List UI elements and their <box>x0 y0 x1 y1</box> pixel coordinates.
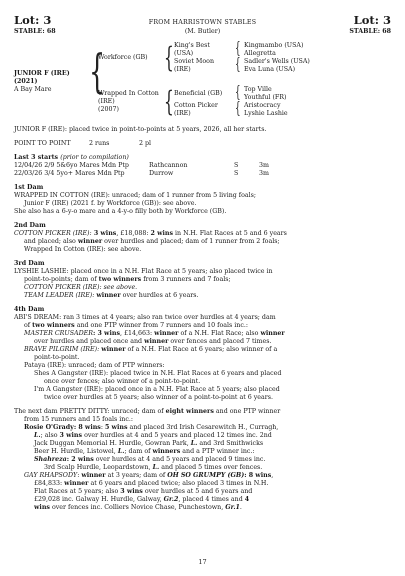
grandsire-7: Aristocracy <box>244 102 281 109</box>
stable-right: STABLE: 68 <box>349 28 391 35</box>
last-start-dist: 3m <box>259 170 269 177</box>
next-dam-line: The next dam PRETTY DITTY: unraced; dam of eight winners and one PTP winner <box>14 408 281 415</box>
sire-dam-l2: (IRE) <box>174 66 191 73</box>
grandsire-6: Youthful (FR) <box>244 94 287 101</box>
last-start-row <box>14 170 391 178</box>
last-starts-note: (prior to compilation) <box>60 154 129 161</box>
grandsire-1: Kingmambo (USA) <box>244 42 304 49</box>
next-dam-line: £84,833: winner at 6 years and placed twice; also placed 3 times in N.H. <box>34 480 269 487</box>
dam-dam-l1: Cotton Picker <box>174 102 218 109</box>
dam1-line: Junior F (IRE) (2021 f. by Workforce (GB)): see above. <box>24 200 197 207</box>
dam3-line: COTTON PICKER (IRE): see above. <box>24 284 138 291</box>
last-starts-table <box>14 162 391 178</box>
last-starts-heading <box>14 154 391 162</box>
dam4-line: Shes A Gangster (IRE): placed twice in N.H. Flat Races at 6 years and placed <box>34 370 282 377</box>
bracket-dam: { <box>164 85 174 118</box>
dam3-line: TEAM LEADER (IRE): winner over hurdles at 6 years. <box>24 292 199 299</box>
dam4-line: MASTER CRUSADER: 3 wins, £14,663: winner of a N.H. Flat Race; also winner <box>24 330 285 337</box>
dam4-line: Pataya (IRE): unraced; dam of PTP winners: <box>24 362 165 369</box>
grandsire-3: Sadler's Wells (USA) <box>244 58 310 65</box>
bracket-g3: { <box>235 82 241 101</box>
sire-sire-l1: King's Best <box>174 42 210 49</box>
dam3-line: LYSHIE LASHIE: placed once in a N.H. Flat Race at 5 years; also placed twice in <box>14 268 273 275</box>
last-start-course: Rathcannon <box>149 162 188 169</box>
last-start-course: Durrow <box>149 170 174 177</box>
lot-number-left: Lot: 3 <box>14 13 52 27</box>
sire-sire-l2: (USA) <box>174 50 194 57</box>
dam4-heading: 4th Dam <box>14 306 45 313</box>
ptp-placed: 2 pl <box>139 140 152 147</box>
next-dam-line: from 15 runners and 15 foals inc.: <box>24 416 133 423</box>
grandsire-5: Top Ville <box>244 86 272 93</box>
last-start-dist: 3m <box>259 162 269 169</box>
bracket-sire: { <box>164 41 174 74</box>
dam-line1: Wrapped In Cotton <box>98 90 159 97</box>
pedigree-table <box>14 38 391 126</box>
dam-dam-l2: (IRE) <box>174 110 191 117</box>
horse-type: A Bay Mare <box>14 86 52 93</box>
horse-year: (2021) <box>14 78 38 85</box>
grandsire-2: Allegretta <box>244 50 276 57</box>
next-dam-line: Jack Duggan Memorial H. Hurdle, Gowran Park, L. and 3rd Smithwicks <box>34 440 264 447</box>
next-dam-line: Flat Races at 5 years; also 3 wins over hurdles at 5 and 6 years and <box>34 488 253 495</box>
dam-line3: (2007) <box>98 106 119 113</box>
bracket-g2: { <box>235 54 241 73</box>
ptp-row <box>14 140 391 148</box>
bracket-g4: { <box>235 98 241 117</box>
dam-line2: (IRE) <box>98 98 115 105</box>
grandsire-4: Eva Luna (USA) <box>244 66 296 73</box>
last-start-race: 12/04/26 2/9 5&6yo Mares Mdn Ptp <box>14 162 129 169</box>
next-dam-line: £29,028 inc. Galway H. Hurdle, Galway, Gr.2, placed 4 times and 4 <box>34 496 250 503</box>
dam4-line: point-to-point. <box>34 354 80 361</box>
lot-number-right: Lot: 3 <box>353 13 391 27</box>
consignor: FROM HARRISTOWN STABLES <box>148 19 257 26</box>
dam1-line: WRAPPED IN COTTON (IRE): unraced; dam of 1 runner from 5 living foals; <box>14 192 257 199</box>
grandsire-8: Lyshie Lashie <box>244 110 288 117</box>
dam3-line: point-to-points; dam of two winners from 3 runners and 7 foals; <box>24 276 231 283</box>
dam4-line: over hurdles and placed once and winner over fences and placed 7 times. <box>34 338 272 345</box>
page-number: 17 <box>198 558 207 566</box>
next-dam-line: Rosie O'Grady: 8 wins: 5 wins and placed 3rd Irish Cesarewitch H., Curragh, <box>24 424 279 431</box>
last-starts-title: Last 3 starts <box>14 154 59 161</box>
next-dam-line: Beer H. Hurdle, Listowel, L.; dam of winners and a PTP winner inc.: <box>34 448 255 455</box>
dam1-line: She also has a 6-y-o mare and a 4-y-o filly both by Workforce (GB). <box>14 208 227 215</box>
stable-row <box>14 28 391 36</box>
dam2-line: and placed; also winner over hurdles and placed; dam of 1 runner from 2 foals; <box>24 238 280 245</box>
last-start-going: S <box>234 162 239 169</box>
dam-sire: Beneficial (GB) <box>174 90 223 97</box>
next-dam-line: GAY RHAPSODY: winner at 3 years; dam of OH SO GRUMPY (GB): 8 wins, <box>24 472 274 479</box>
bracket-g1: { <box>235 38 241 57</box>
sire-dam-l1: Soviet Moon <box>174 58 215 65</box>
next-dam-line: 3rd Scalp Hurdle, Leopardstown, L. and placed 5 times over fences. <box>44 464 263 471</box>
last-start-row <box>14 162 391 170</box>
last-start-going: S <box>234 170 239 177</box>
ptp-label: POINT TO POINT <box>14 140 71 147</box>
dam4-line: of two winners and one PTP winner from 7 runners and 10 foals inc.: <box>24 322 248 329</box>
dam4-line: once over fences; also winner of a point-to-point. <box>44 378 201 385</box>
dam4-line: ABI'S DREAM: ran 3 times at 4 years; also ran twice over hurdles at 4 years; dam <box>14 314 276 321</box>
next-dam-line: L.; also 3 wins over hurdles at 4 and 5 years and placed 12 times inc. 2nd <box>34 432 272 439</box>
stable-left: STABLE: 68 <box>14 28 56 35</box>
dam4-line: BRAVE PILGRIM (IRE): winner of a N.H. Flat Race at 6 years; also winner of a <box>24 346 278 353</box>
horse-name: JUNIOR F (IRE) <box>14 70 70 77</box>
next-dam-line: wins over fences inc. Colliers Novice Chase, Punchestown, Gr.1. <box>34 504 242 511</box>
dam2-heading: 2nd Dam <box>14 222 46 229</box>
ptp-runs: 2 runs <box>89 140 110 147</box>
lot-header <box>14 14 391 27</box>
summary: JUNIOR F (IRE): placed twice in point-to-points at 5 years, 2026, all her starts. <box>14 126 267 133</box>
dam2-line: Wrapped In Cotton (IRE): see above. <box>24 246 142 253</box>
bracket-main: { <box>89 44 106 98</box>
dam4-line: twice over hurdles at 5 years; also winner of a point-to-point at 6 years. <box>44 394 274 401</box>
dam3-heading: 3rd Dam <box>14 260 45 267</box>
last-start-race: 22/03/26 3/4 5yo+ Mares Mdn Ptp <box>14 170 125 177</box>
dam2-line: COTTON PICKER (IRE): 3 wins, £18,088: 2 wins in N.H. Flat Races at 5 and 6 years <box>14 230 287 237</box>
sire: Workforce (GB) <box>98 54 148 61</box>
owner: (M. Butler) <box>184 28 221 35</box>
next-dam-line: Shahreza: 2 wins over hurdles at 4 and 5 years and placed 9 times inc. <box>34 456 266 463</box>
dam1-heading: 1st Dam <box>14 184 44 191</box>
dam4-line: I'm A Gangster (IRE): placed once in a N.H. Flat Race at 5 years; also placed <box>34 386 280 393</box>
